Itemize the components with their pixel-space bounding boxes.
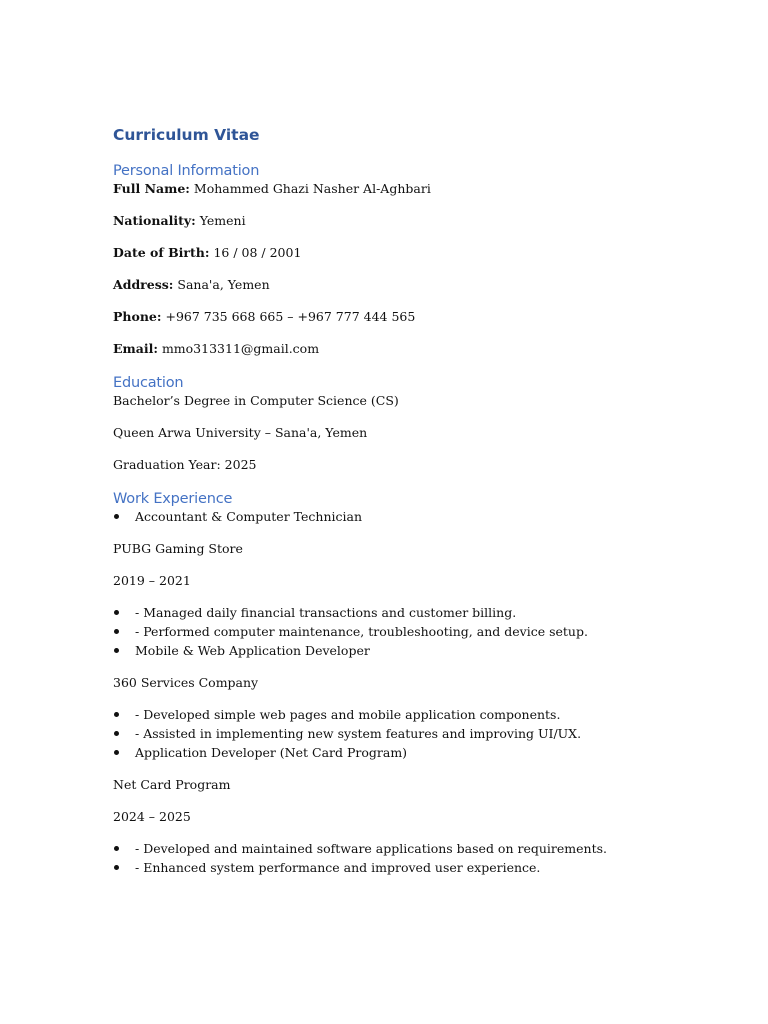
job-title-developer (113, 643, 713, 659)
education-university: Queen Arwa University – Sana'a, Yemen (113, 425, 368, 440)
job-duty-text: - Developed simple web pages and mobile application components. (135, 707, 561, 722)
job-duty-text: - Assisted in implementing new system features and improving UI/UX. (135, 726, 582, 741)
address-line (113, 277, 713, 293)
phone-value: +967 735 668 665 – +967 777 444 565 (165, 309, 416, 324)
full-name-line (113, 181, 713, 197)
work-experience-heading: Work Experience (113, 491, 233, 507)
job-title-text: Mobile & Web Application Developer (135, 643, 370, 658)
bullet-icon (114, 629, 119, 634)
job-period-2019-2021: 2019 – 2021 (113, 573, 191, 588)
job-company-360: 360 Services Company (113, 675, 259, 690)
bullet-icon (114, 712, 119, 717)
education-graduation-year: Graduation Year: 2025 (113, 457, 257, 472)
bullet-icon (114, 514, 119, 519)
date-of-birth-label: Date of Birth: (113, 245, 210, 260)
job-duty-item (113, 605, 713, 621)
bullet-icon (114, 610, 119, 615)
job-company-net-card: Net Card Program (113, 777, 231, 792)
job-period-2024-2025: 2024 – 2025 (113, 809, 191, 824)
job-duty-item (113, 860, 713, 876)
email-line (113, 341, 713, 357)
document-title: Curriculum Vitae (113, 126, 260, 144)
bullet-icon (114, 750, 119, 755)
nationality-line (113, 213, 713, 229)
education-degree: Bachelor’s Degree in Computer Science (CS) (113, 393, 399, 408)
job-duty-item (113, 624, 713, 640)
job-duty-text: - Enhanced system performance and improved user experience. (135, 860, 541, 875)
address-value: Sana'a, Yemen (177, 277, 270, 292)
job-title-text: Application Developer (Net Card Program) (135, 745, 408, 760)
job-duty-item (113, 726, 713, 742)
personal-information-heading: Personal Information (113, 163, 260, 179)
job-company-pubg: PUBG Gaming Store (113, 541, 243, 556)
date-of-birth-value: 16 / 08 / 2001 (213, 245, 302, 260)
document-page (113, 125, 713, 876)
full-name-label: Full Name: (113, 181, 190, 196)
date-of-birth-line (113, 245, 713, 261)
job-duty-item (113, 841, 713, 857)
email-value: mmo313311@gmail.com (161, 341, 320, 356)
job-title-accountant (113, 509, 713, 525)
job-title-app-developer (113, 745, 713, 761)
nationality-value: Yemeni (199, 213, 246, 228)
address-label: Address: (113, 277, 174, 292)
job-duty-item (113, 707, 713, 723)
education-heading: Education (113, 375, 184, 391)
email-label: Email: (113, 341, 158, 356)
bullet-icon (114, 846, 119, 851)
job-duty-text: - Developed and maintained software applications based on requirements. (135, 841, 607, 856)
phone-line (113, 309, 713, 325)
job-duty-text: - Performed computer maintenance, troubleshooting, and device setup. (135, 624, 588, 639)
phone-label: Phone: (113, 309, 162, 324)
bullet-icon (114, 648, 119, 653)
bullet-icon (114, 731, 119, 736)
nationality-label: Nationality: (113, 213, 196, 228)
job-title-text: Accountant & Computer Technician (135, 509, 363, 524)
job-duty-text: - Managed daily financial transactions and customer billing. (135, 605, 517, 620)
bullet-icon (114, 865, 119, 870)
full-name-value: Mohammed Ghazi Nasher Al-Aghbari (193, 181, 431, 196)
